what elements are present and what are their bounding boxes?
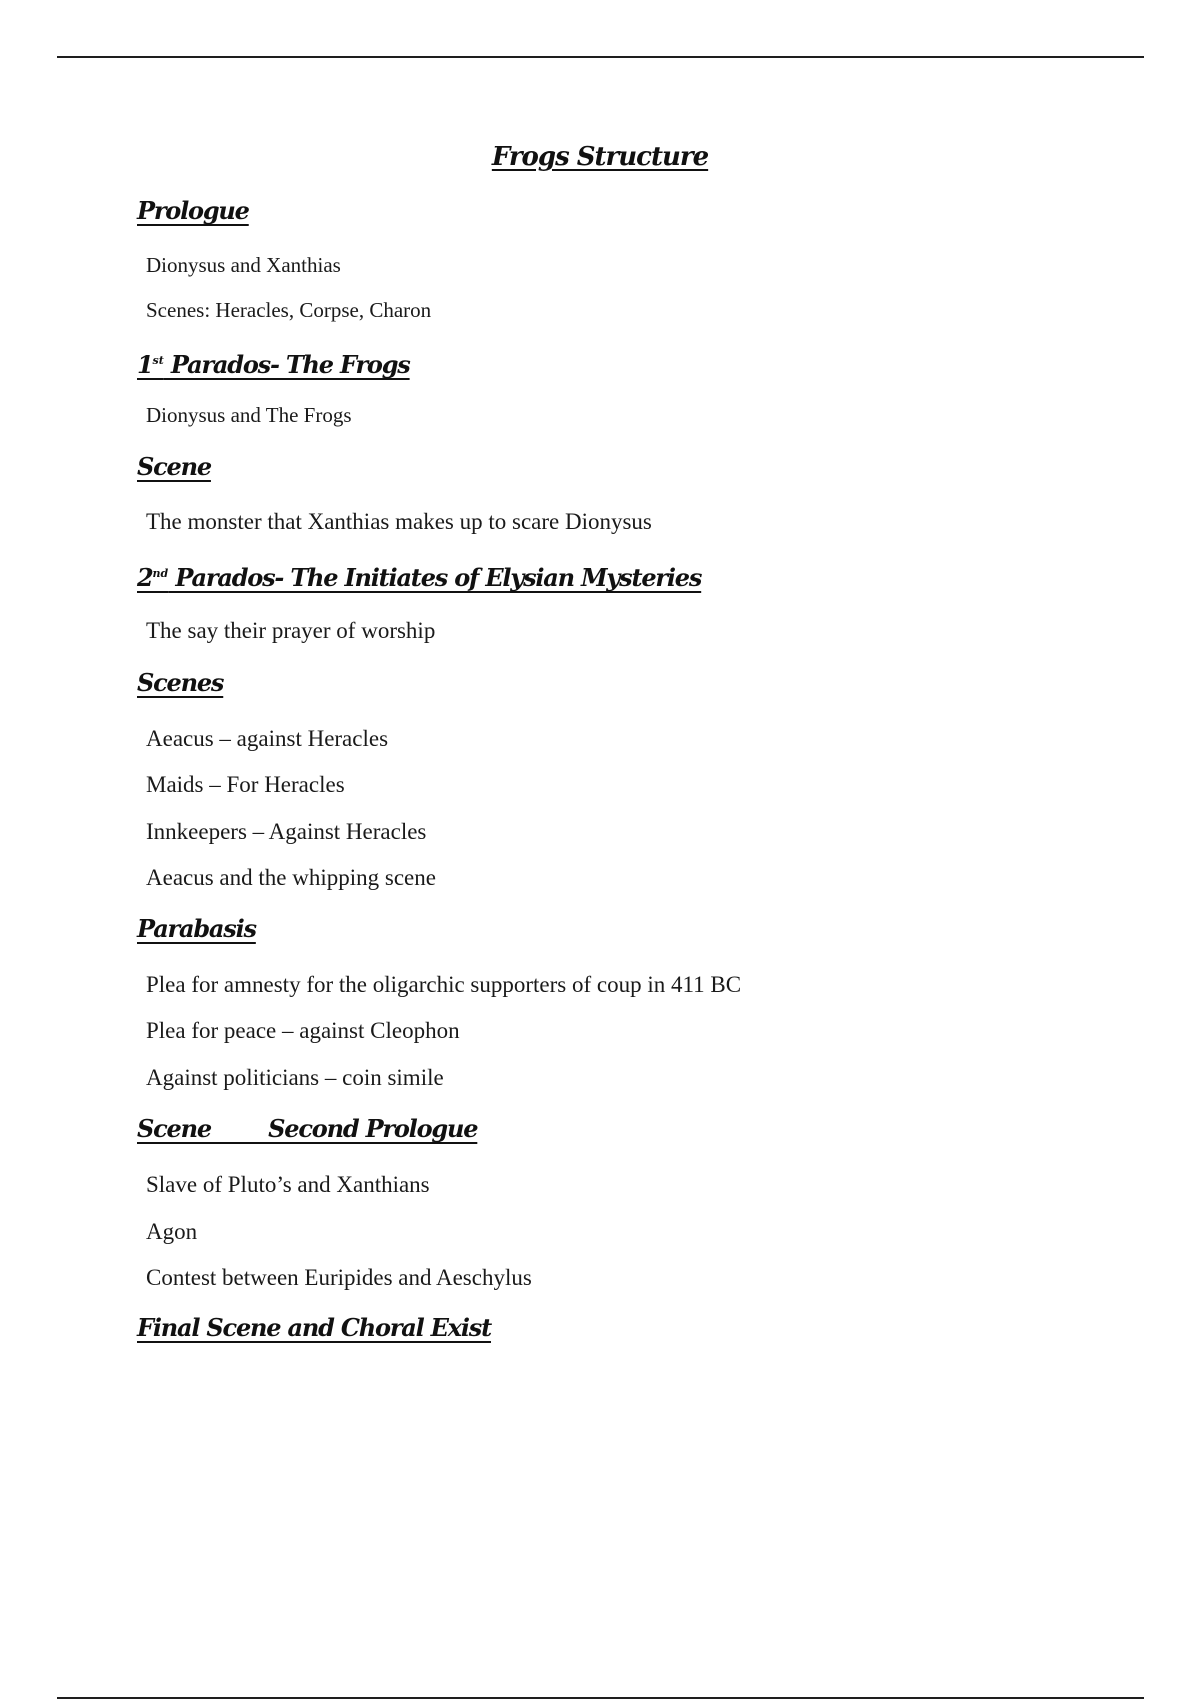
- section-line: The say their prayer of worship: [146, 618, 436, 643]
- section-heading-second-parados: 2nd Parados- The Initiates of Elysian Mysteries: [137, 563, 702, 592]
- section-line: Aeacus and the whipping scene: [146, 865, 436, 890]
- section-line: Plea for peace – against Cleophon: [146, 1018, 460, 1043]
- section-heading-prologue: Prologue: [137, 196, 249, 225]
- section-line: The monster that Xanthias makes up to scare Dionysus: [146, 509, 652, 534]
- section-heading-first-parados: 1st Parados- The Frogs: [137, 350, 410, 379]
- section-line: Slave of Pluto’s and Xanthians: [146, 1172, 430, 1197]
- section-line: Against politicians – coin simile: [146, 1065, 444, 1090]
- section-line: Dionysus and The Frogs: [146, 403, 352, 427]
- section-heading-parabasis: Parabasis: [137, 914, 256, 943]
- section-line: Scenes: Heracles, Corpse, Charon: [146, 298, 432, 322]
- section-line: Maids – For Heracles: [146, 772, 345, 797]
- section-line: Contest between Euripides and Aeschylus: [146, 1265, 532, 1290]
- section-heading-scene: Scene: [137, 452, 211, 481]
- section-line: Dionysus and Xanthias: [146, 253, 341, 277]
- section-line: Aeacus – against Heracles: [146, 726, 389, 751]
- page-title: Frogs Structure: [491, 142, 709, 172]
- bottom-rule: [57, 1697, 1144, 1699]
- section-heading-scenes: Scenes: [137, 668, 224, 697]
- section-heading-scene-second-prologue: Scene Second Prologue: [137, 1114, 478, 1143]
- section-line: Innkeepers – Against Heracles: [146, 819, 427, 844]
- section-line: Agon: [146, 1219, 198, 1244]
- section-line: Plea for amnesty for the oligarchic supporters of coup in 411 BC: [146, 972, 742, 997]
- section-heading-final-scene: Final Scene and Choral Exist: [137, 1313, 491, 1342]
- top-rule: [57, 56, 1144, 58]
